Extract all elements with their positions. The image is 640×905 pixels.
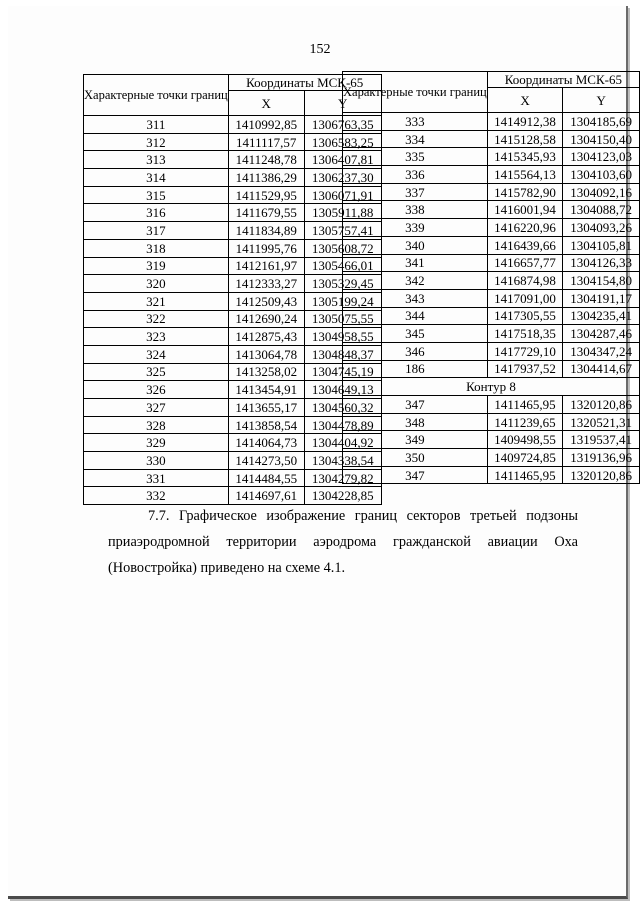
table-row — [343, 307, 640, 325]
cell-x: 1414697,61 — [228, 487, 304, 505]
cell-y: 1304235,41 — [563, 307, 640, 325]
cell-y: 1306583,25 — [304, 133, 381, 151]
table-row — [343, 325, 640, 343]
cell-x: 1412509,43 — [228, 292, 304, 310]
table-row — [84, 186, 382, 204]
cell-x: 1413064,78 — [228, 345, 304, 363]
cell-point: 336 — [343, 166, 488, 184]
cell-x: 1411465,95 — [487, 396, 563, 414]
header-x: X — [487, 88, 563, 113]
table-row — [84, 204, 382, 222]
cell-y: 1304126,33 — [563, 254, 640, 272]
cell-point: 334 — [343, 130, 488, 148]
table-row — [84, 292, 382, 310]
header-points: Характерные точки границ — [343, 72, 488, 113]
table-body — [84, 116, 382, 505]
cell-point: 333 — [343, 113, 488, 131]
cell-x: 1411239,65 — [487, 413, 563, 431]
cell-y: 1304123,03 — [563, 148, 640, 166]
cell-y: 1305199,24 — [304, 292, 381, 310]
cell-point: 347 — [343, 396, 488, 414]
cell-x: 1409724,85 — [487, 449, 563, 467]
cell-point: 317 — [84, 222, 229, 240]
cell-y: 1304347,24 — [563, 342, 640, 360]
cell-x: 1411834,89 — [228, 222, 304, 240]
cell-point: 331 — [84, 469, 229, 487]
cell-point: 345 — [343, 325, 488, 343]
table-row — [84, 487, 382, 505]
cell-x: 1410992,85 — [228, 116, 304, 134]
table-row — [84, 345, 382, 363]
cell-x: 1413858,54 — [228, 416, 304, 434]
cell-y: 1304105,81 — [563, 236, 640, 254]
cell-y: 1304745,19 — [304, 363, 381, 381]
cell-y: 1304103,60 — [563, 166, 640, 184]
table-row — [343, 148, 640, 166]
cell-y: 1319537,41 — [563, 431, 640, 449]
cell-point: 349 — [343, 431, 488, 449]
cell-x: 1416001,94 — [487, 201, 563, 219]
table-row — [84, 363, 382, 381]
cell-y: 1306071,91 — [304, 186, 381, 204]
cell-x: 1411465,95 — [487, 466, 563, 484]
cell-x: 1416657,77 — [487, 254, 563, 272]
table-row — [343, 449, 640, 467]
table-row — [343, 289, 640, 307]
cell-point: 320 — [84, 275, 229, 293]
page-number: 152 — [309, 42, 331, 57]
header-coords: Координаты МСК-65 — [228, 75, 381, 91]
table-row — [84, 133, 382, 151]
cell-x: 1417518,35 — [487, 325, 563, 343]
cell-point: 312 — [84, 133, 229, 151]
cell-x: 1415564,13 — [487, 166, 563, 184]
cell-point: 318 — [84, 239, 229, 257]
table-row — [343, 183, 640, 201]
cell-y: 1304088,72 — [563, 201, 640, 219]
cell-x: 1417091,00 — [487, 289, 563, 307]
cell-x: 1416220,96 — [487, 219, 563, 237]
cell-point: 321 — [84, 292, 229, 310]
table-row — [343, 342, 640, 360]
cell-y: 1320521,31 — [563, 413, 640, 431]
cell-x: 1409498,55 — [487, 431, 563, 449]
table-row — [343, 113, 640, 131]
cell-y: 1305911,88 — [304, 204, 381, 222]
cell-point: 329 — [84, 434, 229, 452]
cell-x: 1414064,73 — [228, 434, 304, 452]
cell-x: 1417305,55 — [487, 307, 563, 325]
header-coords: Координаты МСК-65 — [487, 72, 639, 88]
table-row — [343, 396, 640, 414]
table-row — [84, 452, 382, 470]
table-row — [84, 169, 382, 187]
header-x: X — [228, 91, 304, 116]
section-label: Контур 8 — [343, 378, 640, 396]
cell-x: 1413655,17 — [228, 399, 304, 417]
cell-y: 1305075,55 — [304, 310, 381, 328]
cell-point: 316 — [84, 204, 229, 222]
cell-x: 1411117,57 — [228, 133, 304, 151]
cell-x: 1411529,95 — [228, 186, 304, 204]
table-row — [343, 431, 640, 449]
cell-y: 1304154,80 — [563, 272, 640, 290]
cell-x: 1412333,27 — [228, 275, 304, 293]
table-row — [343, 360, 640, 378]
cell-point: 186 — [343, 360, 488, 378]
table-row — [84, 399, 382, 417]
cell-y: 1305329,45 — [304, 275, 381, 293]
cell-point: 315 — [84, 186, 229, 204]
cell-point: 325 — [84, 363, 229, 381]
table-row — [343, 130, 640, 148]
cell-y: 1304848,37 — [304, 345, 381, 363]
cell-x: 1411995,76 — [228, 239, 304, 257]
table-row — [84, 416, 382, 434]
coordinates-table-left — [83, 74, 382, 505]
cell-x: 1415345,93 — [487, 148, 563, 166]
cell-point: 322 — [84, 310, 229, 328]
cell-y: 1304958,55 — [304, 328, 381, 346]
cell-x: 1412690,24 — [228, 310, 304, 328]
table-body — [343, 113, 640, 484]
cell-x: 1415782,90 — [487, 183, 563, 201]
cell-x: 1411679,55 — [228, 204, 304, 222]
cell-x: 1417937,52 — [487, 360, 563, 378]
cell-y: 1304478,89 — [304, 416, 381, 434]
cell-x: 1412875,43 — [228, 328, 304, 346]
cell-y: 1305608,72 — [304, 239, 381, 257]
cell-point: 327 — [84, 399, 229, 417]
table-row — [343, 201, 640, 219]
cell-y: 1319136,96 — [563, 449, 640, 467]
cell-point: 338 — [343, 201, 488, 219]
cell-x: 1414912,38 — [487, 113, 563, 131]
table-row — [84, 328, 382, 346]
cell-y: 1304279,82 — [304, 469, 381, 487]
cell-y: 1304150,40 — [563, 130, 640, 148]
table-row — [84, 275, 382, 293]
cell-y: 1304093,26 — [563, 219, 640, 237]
header-y: Y — [563, 88, 640, 113]
cell-point: 350 — [343, 449, 488, 467]
table-row — [84, 469, 382, 487]
cell-y: 1306407,81 — [304, 151, 381, 169]
coordinates-table-right — [342, 71, 640, 484]
table-row — [84, 257, 382, 275]
cell-x: 1416874,98 — [487, 272, 563, 290]
cell-point: 328 — [84, 416, 229, 434]
table-row — [84, 434, 382, 452]
cell-y: 1304560,32 — [304, 399, 381, 417]
table-row — [84, 381, 382, 399]
cell-y: 1305466,01 — [304, 257, 381, 275]
table-row — [84, 116, 382, 134]
table-row — [343, 272, 640, 290]
cell-point: 339 — [343, 219, 488, 237]
cell-point: 313 — [84, 151, 229, 169]
cell-x: 1413258,02 — [228, 363, 304, 381]
cell-x: 1413454,91 — [228, 381, 304, 399]
cell-x: 1411386,29 — [228, 169, 304, 187]
cell-y: 1320120,86 — [563, 396, 640, 414]
cell-point: 342 — [343, 272, 488, 290]
table-row — [84, 151, 382, 169]
table-row — [343, 254, 640, 272]
cell-x: 1416439,66 — [487, 236, 563, 254]
cell-point: 323 — [84, 328, 229, 346]
cell-y: 1306763,35 — [304, 116, 381, 134]
cell-point: 335 — [343, 148, 488, 166]
cell-y: 1304228,85 — [304, 487, 381, 505]
cell-point: 330 — [84, 452, 229, 470]
cell-y: 1320120,86 — [563, 466, 640, 484]
table-row — [343, 413, 640, 431]
section-row — [343, 378, 640, 396]
cell-y: 1304414,67 — [563, 360, 640, 378]
cell-x: 1412161,97 — [228, 257, 304, 275]
cell-point: 319 — [84, 257, 229, 275]
cell-y: 1304191,17 — [563, 289, 640, 307]
table-row — [343, 466, 640, 484]
cell-point: 314 — [84, 169, 229, 187]
cell-x: 1411248,78 — [228, 151, 304, 169]
cell-point: 340 — [343, 236, 488, 254]
cell-point: 341 — [343, 254, 488, 272]
header-points: Характерные точки границ — [84, 75, 229, 116]
cell-point: 346 — [343, 342, 488, 360]
table-row — [84, 239, 382, 257]
cell-point: 348 — [343, 413, 488, 431]
cell-y: 1304185,69 — [563, 113, 640, 131]
cell-y: 1306237,30 — [304, 169, 381, 187]
cell-y: 1304287,46 — [563, 325, 640, 343]
cell-y: 1304338,54 — [304, 452, 381, 470]
table-row — [343, 236, 640, 254]
cell-y: 1305757,41 — [304, 222, 381, 240]
cell-x: 1414484,55 — [228, 469, 304, 487]
table-row — [84, 222, 382, 240]
cell-point: 326 — [84, 381, 229, 399]
section-paragraph: 7.7. Графическое изображение границ секторов третьей подзоны приаэродромной территории аэродрома гражданской авиации Оха (Новостройка) приведено на схеме 4.1. — [108, 508, 578, 576]
cell-point: 347 — [343, 466, 488, 484]
table-row — [343, 166, 640, 184]
cell-point: 324 — [84, 345, 229, 363]
cell-point: 311 — [84, 116, 229, 134]
table-row — [343, 219, 640, 237]
cell-point: 344 — [343, 307, 488, 325]
table-row — [84, 310, 382, 328]
cell-y: 1304404,92 — [304, 434, 381, 452]
cell-y: 1304649,13 — [304, 381, 381, 399]
cell-x: 1414273,50 — [228, 452, 304, 470]
cell-point: 343 — [343, 289, 488, 307]
cell-y: 1304092,16 — [563, 183, 640, 201]
header-y: Y — [304, 91, 381, 116]
cell-x: 1415128,58 — [487, 130, 563, 148]
cell-x: 1417729,10 — [487, 342, 563, 360]
cell-point: 337 — [343, 183, 488, 201]
cell-point: 332 — [84, 487, 229, 505]
